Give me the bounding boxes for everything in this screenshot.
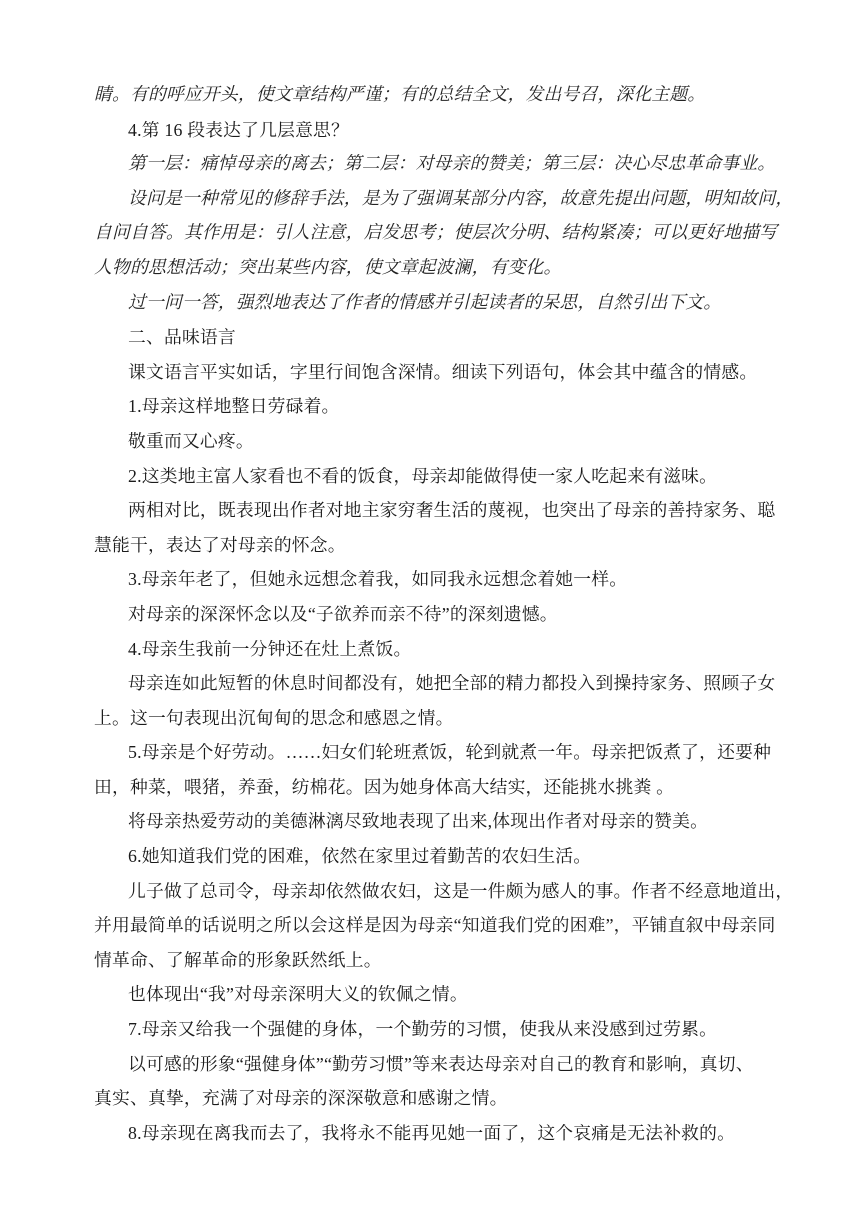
text-line: 2.这类地主富人家看也不看的饭食，母亲却能做得使一家人吃起来有滋味。: [128, 465, 718, 486]
text-line: 二、品味语言: [128, 327, 236, 348]
text-line: 慧能干，表达了对母亲的怀念。: [94, 534, 346, 555]
text-line: 8.母亲现在离我而去了，我将永不能再见她一面了，这个哀痛是无法补救的。: [128, 1122, 736, 1143]
text-line: 1.母亲这样地整日劳碌着。: [128, 396, 340, 417]
text-line: 将母亲热爱劳动的美德淋漓尽致地表现了出来,体现出作者对母亲的赞美。: [128, 811, 709, 832]
text-line: 第一层：痛悼母亲的离去；第二层：对母亲的赞美；第三层：决心尽忠革命事业。: [128, 153, 776, 175]
text-line: 人物的思想活动；突出某些内容，使文章起波澜，有变化。: [94, 256, 562, 278]
text-line: 自问自答。其作用是：引人注意，启发思考；使层次分明、结构紧凑；可以更好地描写: [94, 222, 778, 244]
text-line: 并用最简单的话说明之所以会这样是因为母亲“知道我们党的困难”，平铺直叙中母亲同: [94, 915, 776, 936]
text-line: 上。这一句表现出沉甸甸的思念和感恩之情。: [94, 707, 454, 728]
text-line: 以可感的形象“强健身体”“勤劳习惯”等来表达母亲对自己的教育和影响，真切、: [128, 1053, 754, 1074]
text-line: 对母亲的深深怀念以及“子欲养而亲不待”的深刻遗憾。: [128, 603, 558, 624]
text-line: 5.母亲是个好劳动。……妇女们轮班煮饭，轮到就煮一年。母亲把饭煮了，还要种: [128, 742, 772, 763]
text-line: 也体现出“我”对母亲深明大义的钦佩之情。: [128, 984, 468, 1005]
text-line: 3.母亲年老了，但她永远想念着我，如同我永远想念着她一样。: [128, 569, 628, 590]
text-line: 田，种菜，喂猪，养蚕，纺棉花。因为她身体高大结实，还能挑水挑粪 。: [94, 776, 675, 797]
text-line: 过一问一答，强烈地表达了作者的情感并引起读者的呆思，自然引出下文。: [128, 291, 722, 313]
text-line: 母亲连如此短暂的休息时间都没有，她把全部的精力都投入到操持家务、照顾子女: [128, 673, 776, 694]
text-line: 7.母亲又给我一个强健的身体，一个勤劳的习惯，使我从来没感到过劳累。: [128, 1019, 718, 1040]
text-line: 睛。有的呼应开头，使文章结构严谨；有的总结全文，发出号召，深化主题。: [94, 84, 706, 105]
text-line: 敬重而又心疼。: [128, 430, 254, 451]
text-line: 4.第 16 段表达了几层意思？: [128, 119, 350, 140]
document-text-body: [94, 78, 794, 1150]
text-line: 6.她知道我们党的困难，依然在家里过着勤苦的农妇生活。: [128, 846, 592, 867]
text-line: 4.母亲生我前一分钟还在灶上煮饭。: [128, 638, 412, 659]
text-line: 儿子做了总司令，母亲却依然做农妇，这是一件颇为感人的事。作者不经意地道出，: [128, 880, 794, 901]
text-line: 设问是一种常见的修辞手法，是为了强调某部分内容，故意先提出问题，明知故问，: [128, 187, 794, 209]
text-line: 情革命、了解革命的形象跃然纸上。: [94, 949, 382, 970]
text-line: 真实、真挚，充满了对母亲的深深敬意和感谢之情。: [94, 1088, 508, 1109]
text-line: 课文语言平实如话，字里行间饱含深情。细读下列语句，体会其中蕴含的情感。: [128, 361, 758, 382]
text-line: 两相对比，既表现出作者对地主家穷奢生活的蔑视，也突出了母亲的善持家务、聪: [128, 500, 776, 521]
